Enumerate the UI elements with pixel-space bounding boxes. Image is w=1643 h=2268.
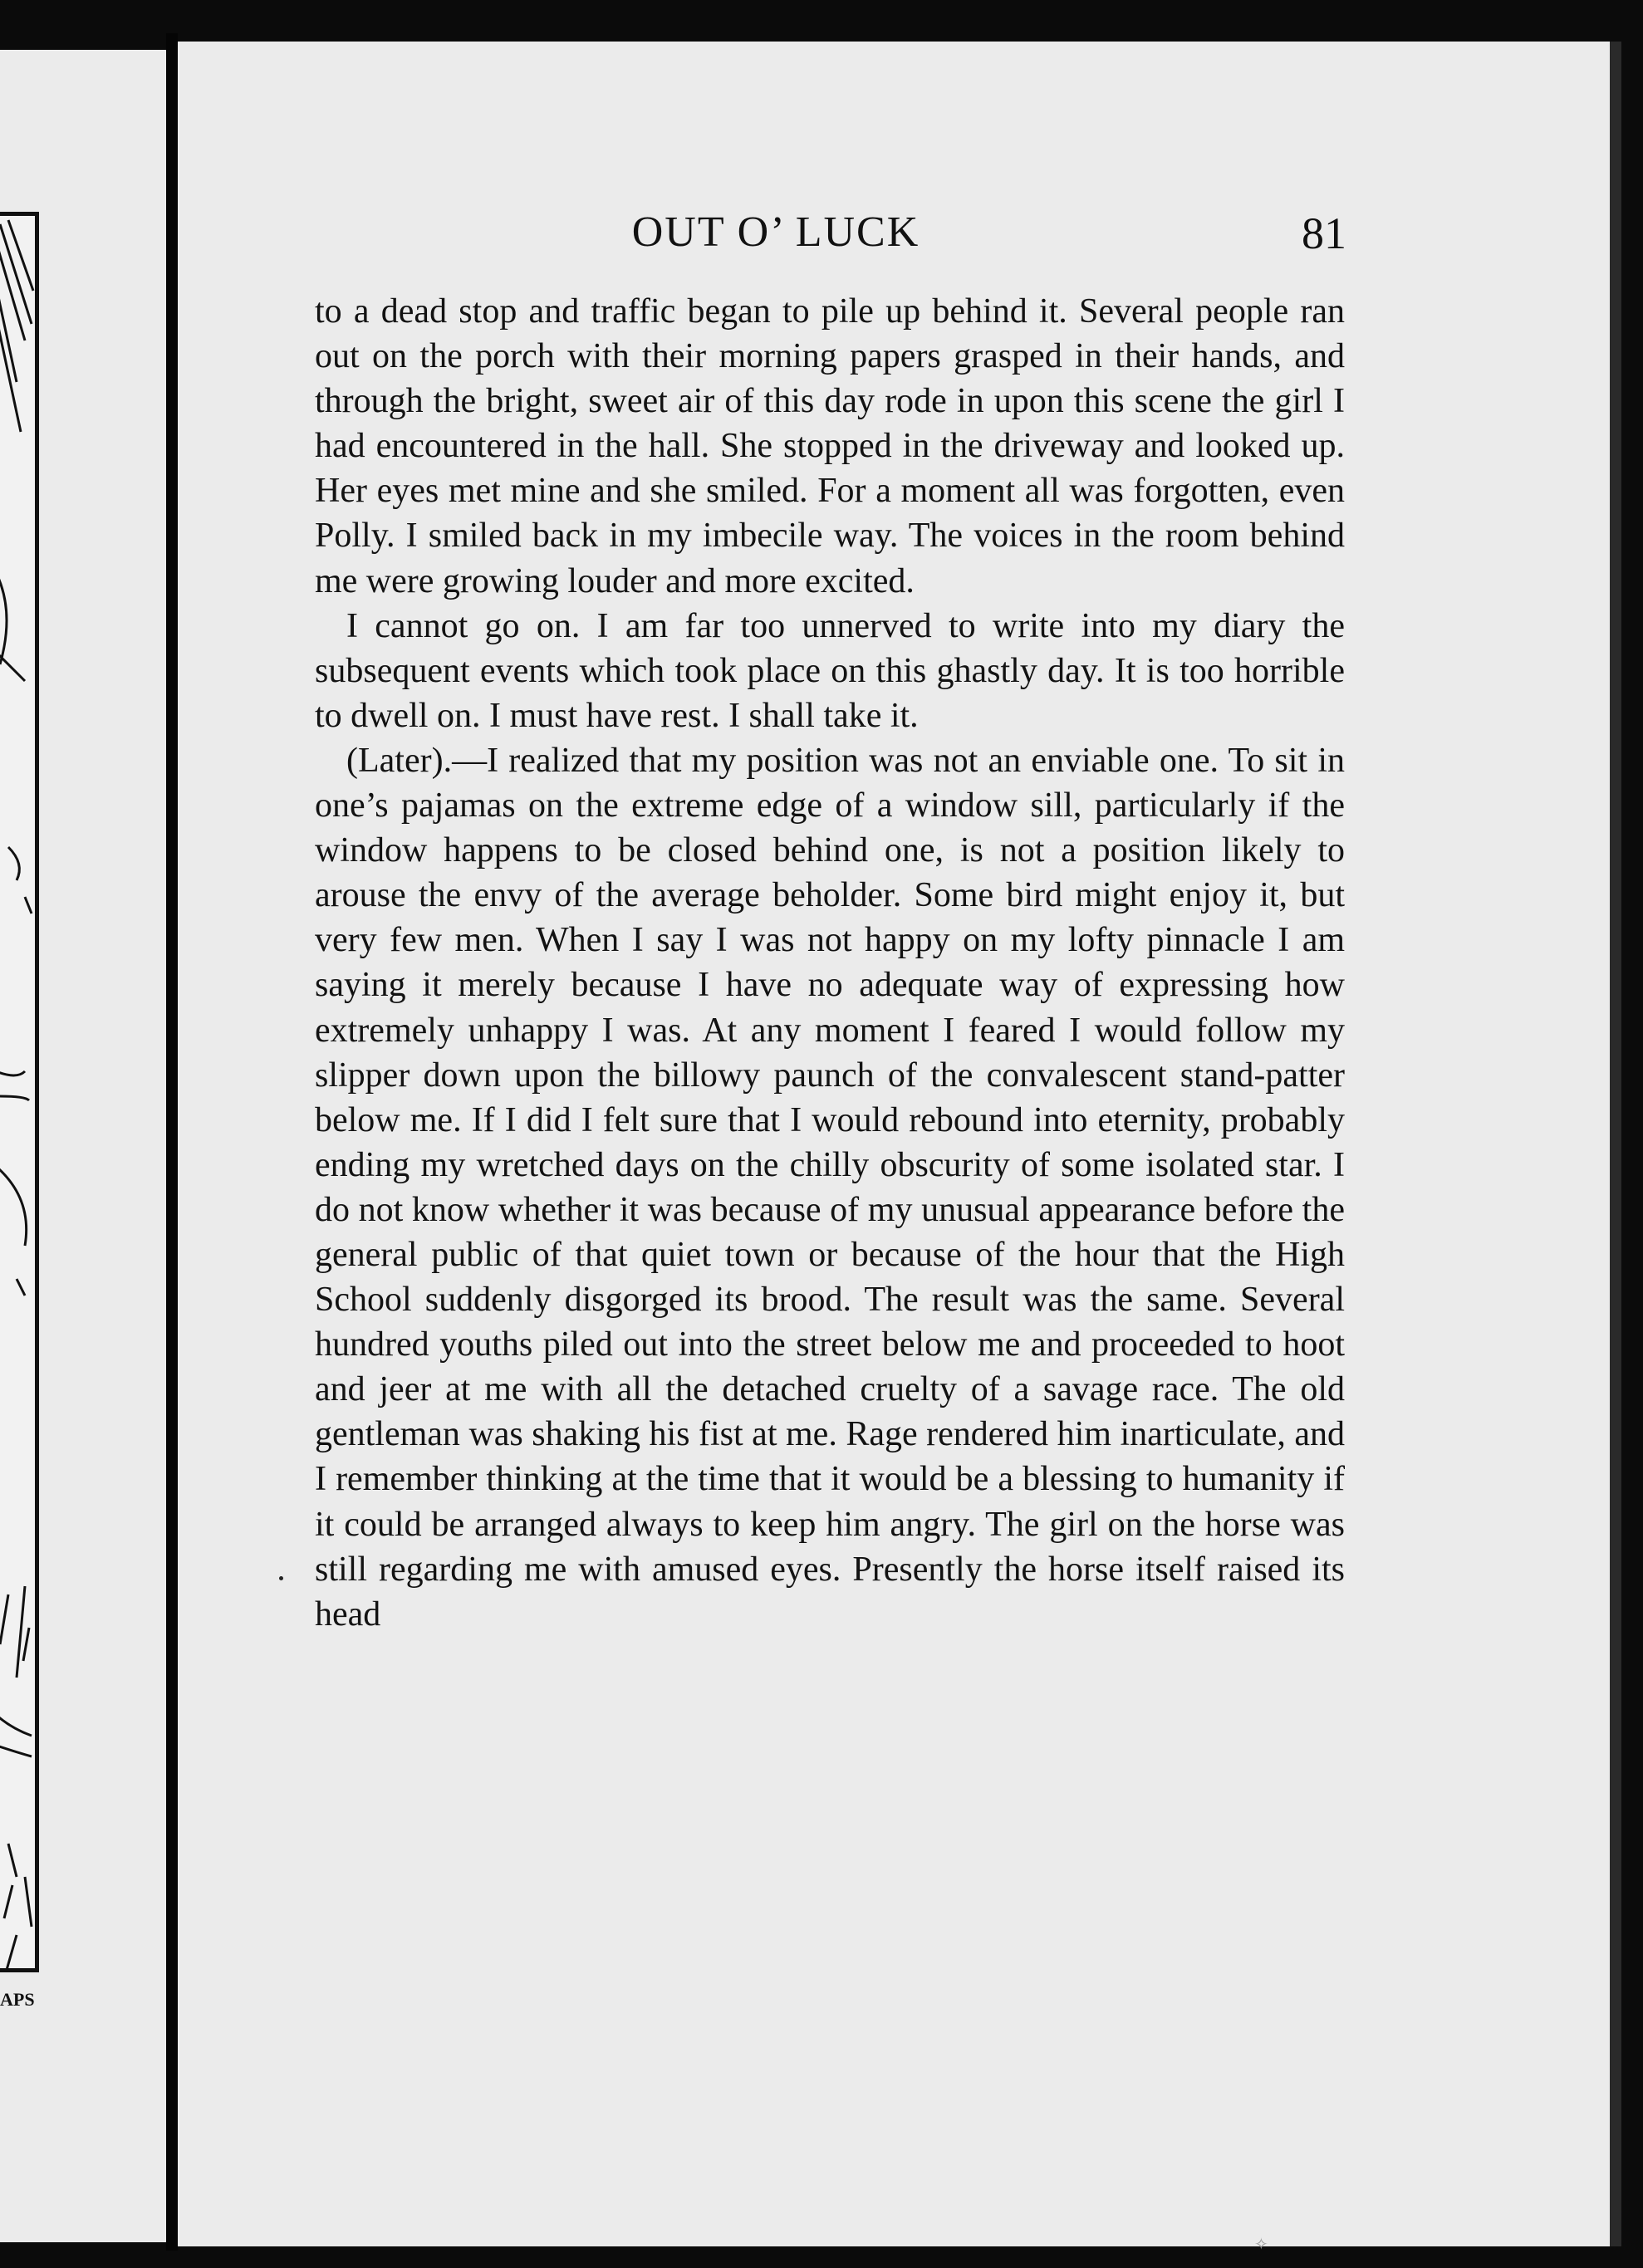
illustration-fragment (0, 216, 35, 1968)
plate-caption-fragment: APS (0, 1989, 35, 2010)
book-gutter (166, 33, 178, 2251)
paragraph: (Later).—I realized that my position was not an enviable one. To sit in one’s pajamas on the extreme edge of a window sill, particularly if the window happens to be closed behind one, is not a position likely to arouse the envy of the average beholder. Some bird might enjoy it, but very few men. When I say I was not happy on my lofty pinnacle I am saying it merely because I have no adequate way of expressing how extremely unhappy I was. At any moment I feared I would follow my slipper down upon the billowy paunch of the convalescent stand-patter below me. If I did I felt sure that I would rebound into eternity, probably ending my wretched days on the chilly obscurity of some isolated star. I do not know whether it was because of my unusual appearance before the general public of that quiet town or because of the hour that the High School suddenly disgorged its brood. The result was the same. Several hundred youths piled out into the street below me and proceeded to hoot and jeer at me with all the detached cruelty of a savage race. The old gentleman was shaking his fist at me. Rage rendered him inarticulate, and I remember thinking at the time that it would be a blessing to humanity if it could be arranged always to keep him angry. The girl on the horse was still regarding me with amused eyes. Presently the horse itself raised its head (315, 741, 1345, 1634)
body-text (315, 289, 1345, 1637)
scan-mark-icon: ✧ (1254, 2234, 1268, 2254)
paragraph: to a dead stop and traffic began to pile up behind it. Several people ran out on the porch with their morning papers grasped in their hands, and through the bright, sweet air of this day rode in upon this scene the girl I had encountered in the hall. She stopped in the driveway and looked up. Her eyes met mine and she smiled. For a moment all was forgotten, even Polly. I smiled back in my imbecile way. The voices in the room behind me were growing louder and more excited. (315, 292, 1345, 600)
ink-speck (279, 1576, 283, 1580)
running-title: OUT O’ LUCK (631, 208, 920, 256)
paragraph: I cannot go on. I am far too unnerved to write into my diary the subsequent events which took place on this ghastly day. It is too horrible to dwell on. I must have rest. I shall take it. (315, 606, 1345, 735)
left-facing-page (0, 50, 166, 2242)
illustration-plate (0, 212, 39, 1972)
page-number: 81 (1302, 208, 1346, 258)
book-page (178, 42, 1621, 2246)
